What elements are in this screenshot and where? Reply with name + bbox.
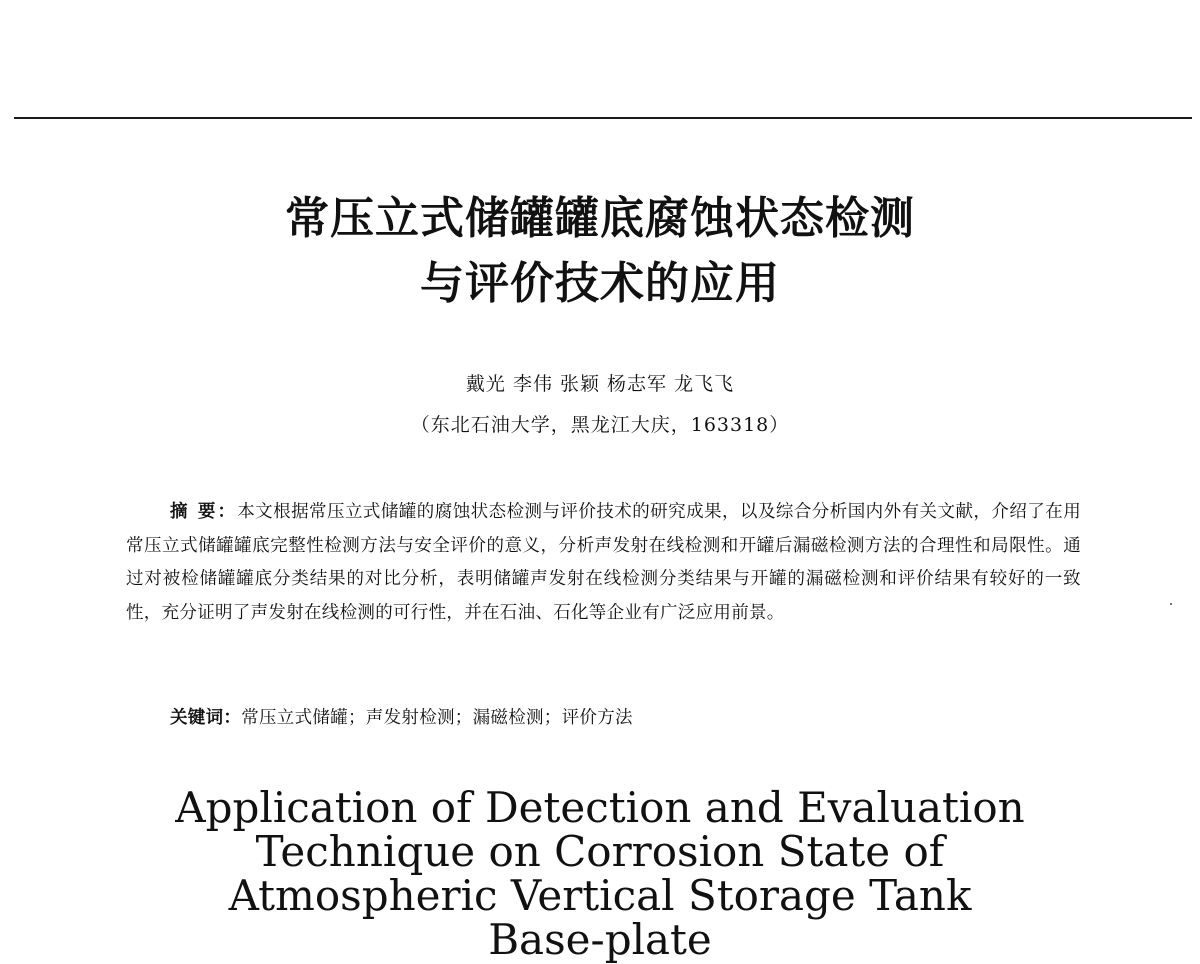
scan-speck [1170, 603, 1172, 605]
english-title-line-1: Application of Detection and Evaluation [175, 783, 1025, 832]
keywords-label: 关键词： [170, 708, 242, 728]
keywords [170, 704, 1070, 732]
abstract [126, 496, 1081, 630]
english-title-line-4: Base-plate [488, 915, 712, 964]
english-title-line-2: Technique on Corrosion State of [255, 827, 945, 876]
affiliation: （东北石油大学，黑龙江大庆，163318） [410, 414, 790, 436]
header-rule [14, 117, 1192, 119]
author-list: 戴光 李伟 张颖 杨志军 龙飞飞 [465, 373, 735, 395]
abstract-label: 摘 要： [170, 502, 238, 522]
keywords-text: 常压立式储罐；声发射检测；漏磁检测；评价方法 [241, 708, 633, 728]
chinese-title-line-2: 与评价技术的应用 [420, 258, 780, 309]
english-title [0, 783, 1200, 964]
abstract-text: 本文根据常压立式储罐的腐蚀状态检测与评价技术的研究成果，以及综合分析国内外有关文献，介绍了在用常压立式储罐罐底完整性检测方法与安全评价的意义，分析声发射在线检测和开罐后漏磁检测方法的合理性和局限性。通过对被检储罐罐底分类结果的对比分析，表明储罐声发射在线检测分类结果与开罐的漏磁检测和评价结果有较好的一致性，充分证明了声发射在线检测的可行性，并在石油、石化等企业有广泛应用前景。 [126, 502, 1081, 623]
english-title-line-3: Atmospheric Vertical Storage Tank [228, 871, 972, 920]
chinese-title-line-1: 常压立式储罐罐底腐蚀状态检测 [285, 193, 915, 244]
